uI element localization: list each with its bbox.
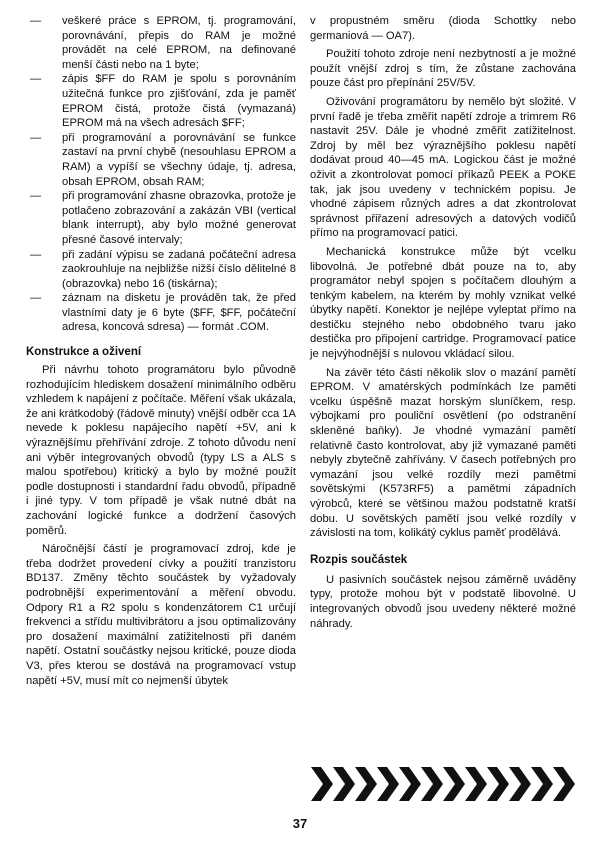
chevron-right-arrow-icon — [311, 767, 333, 801]
paragraph: Oživování programátoru by nemělo být složité. V první řadě je třeba změřit napětí zdroje a trimrem R6 nastavit 25V. Dále je vhodné změřit zatížitelnost. Zdroj by měl bez výraznějšího poklesu napětí dodávat proud 40—45 mA. Logickou část je možné oživit a zkontrolovat pomocí příkazů PEEK a POKE tak, jak jsou uvedeny v technickém popisu. Je vhodné zápisem různých adres a dat zkontrolovat správnost přiřazení adresových a datových vodičů přímo na programovací patici. — [310, 95, 576, 240]
list-item: — zápis $FF do RAM je spolu s porovnáním užitečná funkce pro zjišťování, zda je paměť EPROM čistá, protože čistá (vymazaná) EPROM má na všech adresách $FF; — [26, 72, 296, 130]
paragraph-continuation: v propustném směru (dioda Schottky nebo germaniová — OA7). — [310, 15, 576, 42]
chevron-right-arrow-icon — [443, 767, 465, 801]
paragraph: U pasivních součástek nejsou záměrně uváděny typy, protože mohou být v podstatě libovolné. U integrovaných obvodů jsou uvedeny některé možné náhrady. — [310, 573, 576, 630]
chevron-right-arrow-icon — [531, 767, 553, 801]
chevron-right-arrow-icon — [355, 767, 377, 801]
list-item: — při programování zhasne obrazovka, protože je potlačeno zobrazování a zakázán VBI (vertical blank interrupt), aby bylo možné generovat přesné časové intervaly; — [26, 189, 296, 247]
paragraph: Náročnější částí je programovací zdroj, kde je třeba dodržet provedení cívky a použití tranzistoru BD137. Změny těchto součástek by vyžadovaly podrobnější experimentování a měření obvodu. Odpory R1 a R2 spolu s kondenzátorem C1 určují frekvenci a střídu multivibrátoru a jsou optimalizovány pro dosažení maximální zatižitelnosti při daném napětí. Ostatní součástky nejsou kritické, pouze dioda V3, přes kterou se dostává na programovací vstup napětí +5V, musí mít co nejmenší úbytek — [26, 543, 296, 687]
chevron-right-arrow-icon — [333, 767, 355, 801]
section-heading-parts-list: Rozpis součástek — [310, 553, 408, 566]
arrow-decoration-row — [311, 767, 577, 801]
paragraph: Při návrhu tohoto programátoru bylo původně rozhodujícím hlediskem dosažení minimálního odběru vzhledem k napájení z počítače. Měření však ukázala, že ani krátkodobý (řádově minuty) vnější odběr cca 1A nevede k poklesu napájecího napětí +5V, ani k výraznějšímu přehřívání zdroje. Z tohoto důvodu není ani výběr integrovaných obvodů (typy LS a ALS s malou spotřebou) kritický a bylo by možné použít podle dostupnosti i standardní řadu obvodů, případně i jiné typy. V tom případě je však nutné dbát na zachování logické funkce a dodržení časových poměrů. — [26, 364, 296, 537]
chevron-right-arrow-icon — [421, 767, 443, 801]
chevron-right-arrow-icon — [399, 767, 421, 801]
list-item: — při zadání výpisu se zadaná počáteční adresa zaokrouhluje na nejbližše nižší číslo dělitelné 8 (obrazovka) nebo 16 (tiskárna); — [26, 248, 296, 292]
paragraph: Mechanická konstrukce může být vcelku libovolná. Je potřebné dbát pouze na to, aby programátor nebyl spojen s počítačem dlouhým a tenkým kabelem, na kterém by mohly vznikat velké úbytky napětí. Konektor je nejlépe vyleptat přímo na destičku stejného nebo obdobného tvaru jako destička pro připojení cartridge. Programovací patice je nejvýhodnější s nulovou vkládací silou. — [310, 245, 576, 361]
chevron-right-arrow-icon — [487, 767, 509, 801]
chevron-right-arrow-icon — [509, 767, 531, 801]
left-column — [26, 14, 296, 692]
page-number: 37 — [292, 816, 308, 831]
chevron-right-arrow-icon — [377, 767, 399, 801]
feature-list — [26, 14, 296, 335]
list-item: — při programování a porovnávání se funkce zastaví na první chybě (nesouhlasu EPROM a RAM) a vypíší se všechny údaje, tj. adresa, obsah EPROM, obsah RAM; — [26, 131, 296, 189]
list-item: — záznam na disketu je prováděn tak, že před vlastními daty je 6 byte ($FF, $FF, počáteční adresa, koncová sdresa) — formát .COM. — [26, 291, 296, 335]
paragraph: Na závěr této části několik slov o mazání pamětí EPROM. V amatérských podmínkách lze paměti vcelku úspěšně mazat horským sluníčkem, resp. výbojkami pro pouliční osvětlení (po odstranění skleněné baňky). Je vhodné vymazání pamětí relativně často kontrolovat, aby již vymazané paměti nebyly zbytečně zahřívány. V časech potřebných pro vymazání jsou velké rozdíly mezi pamětmi sovětskými (K573RF5) a pamětmi západních výrobců, které se většinou mažou podstatně kratší dobu. U sovětských pamětí jsou velké rozdíly v závislosti na tom, kolikátý cyklus paměť prodělává. — [310, 366, 576, 540]
chevron-right-arrow-icon — [465, 767, 487, 801]
chevron-right-arrow-icon — [553, 767, 575, 801]
right-column — [310, 14, 576, 635]
section-heading-construction: Konstrukce a oživení — [26, 346, 142, 359]
list-item: — veškeré práce s EPROM, tj. programování, porovnávání, přepis do RAM je možné provádět na celé EPROM, na definované menší části nebo na 1 byte; — [26, 14, 296, 72]
paragraph: Použití tohoto zdroje není nezbytností a je možné použít vnější zdroj s tím, že zůstane zachována pouze část pro přepínání 25V/5V. — [310, 48, 576, 90]
